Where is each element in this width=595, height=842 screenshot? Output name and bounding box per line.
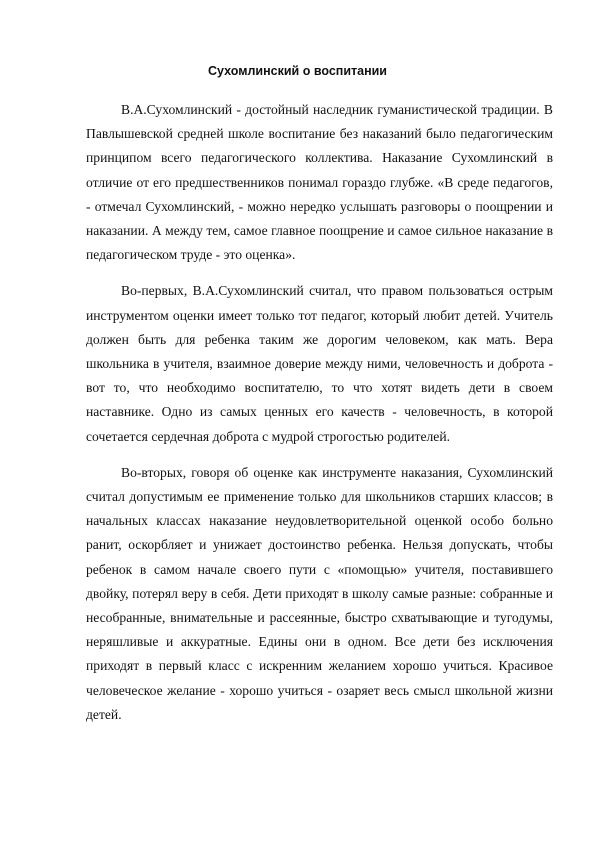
paragraph-3: Во-вторых, говоря об оценке как инструменте наказания, Сухомлинский считал допустимым ее применение только для школьников старших классов; в начальных классах наказание неудовлетворительной оценкой особо больно ранит, оскорбляет и унижает достоинство ребенка. Нельзя допускать, чтобы ребенок в самом начале своего пути с «помощью» учителя, поставившего двойку, потерял веру в себя. Дети приходят в школу самые разные: собранные и несобранные, внимательные и рассеянные, быстро схватывающие и тугодумы, неряшливые и аккуратные. Едины они в одном. Все дети без исключения приходят в первый класс с искренним желанием хорошо учиться. Красивое человеческое желание - хорошо учиться - озаряет весь смысл школьной жизни детей. xyxy=(86,464,553,722)
document-body xyxy=(86,98,553,739)
paragraph-2: Во-первых, В.А.Сухомлинский считал, что правом пользоваться острым инструментом оценки имеет только тот педагог, который любит детей. Учитель должен быть для ребенка таким же дорогим человеком, как мать. Вера школьника в учителя, взаимное доверие между ними, человечность и доброта - вот то, что необходимо воспитателю, то что хотят видеть дети в своем наставнике. Одно из самых ценных его качеств - человечность, в которой сочетается сердечная доброта с мудрой строгостью родителей. xyxy=(86,283,553,444)
document-title: Сухомлинский о воспитании xyxy=(208,64,387,78)
paragraph-1: В.А.Сухомлинский - достойный наследник гуманистической традиции. В Павлышевской средней школе воспитание без наказаний было педагогическим принципом всего педагогического коллектива. Наказание Сухомлинский в отличие от его предшественников понимал гораздо глубже. «В среде педагогов, - отмечал Сухомлинский, - можно нередко услышать разговоры о поощрении и наказании. А между тем, самое главное поощрение и самое сильное наказание в педагогическом труде - это оценка». xyxy=(86,102,553,263)
